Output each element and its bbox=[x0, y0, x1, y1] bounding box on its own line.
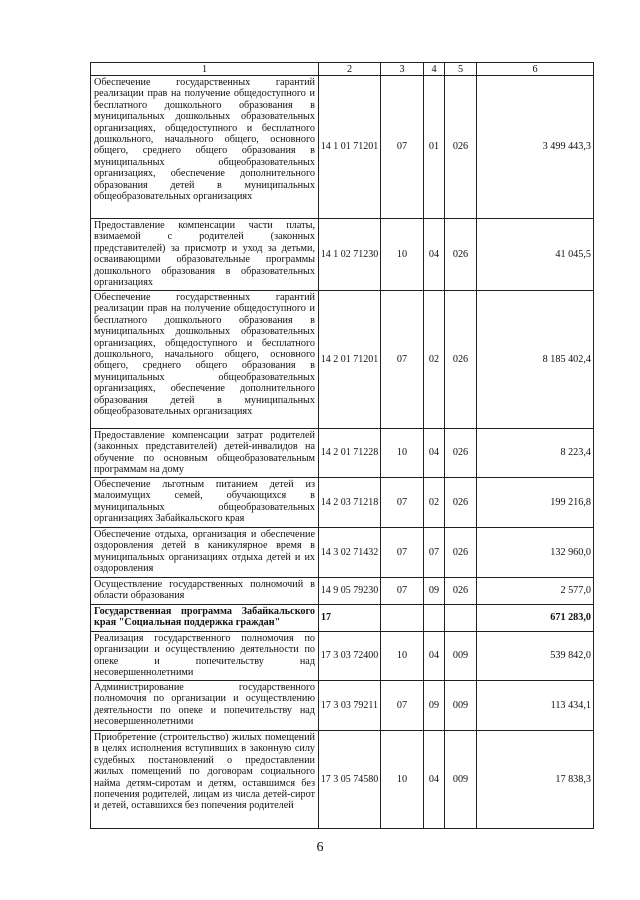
row-amount: 199 216,8 bbox=[477, 478, 594, 528]
row-amount: 8 223,4 bbox=[477, 429, 594, 478]
row-col3 bbox=[381, 605, 424, 632]
table-row bbox=[91, 76, 594, 219]
row-col5: 026 bbox=[445, 76, 477, 219]
row-col4: 04 bbox=[424, 731, 445, 829]
row-col3: 07 bbox=[381, 478, 424, 528]
row-name: Обеспечение государственных гарантий реализации прав на получение общедоступного и бесплатного дошкольного образования в муниципальных дошкольных образовательных организациях, общедоступного и бесплатного дошкольного, начального общего, основного общего, среднего общего образования в муниципальных общеобразовательных организациях, обеспечение дополнительного образования детей в муниципальных общеобразовательных организациях bbox=[91, 76, 319, 219]
row-name: Обеспечение государственных гарантий реализации прав на получение общедоступного и бесплатного дошкольного образования в муниципальных дошкольных образовательных организациях, общедоступного и бесплатного дошкольного, начального общего, основного общего, среднего общего образования в муниципальных общеобразовательных организациях, обеспечение дополнительного образования детей в муниципальных общеобразовательных организациях bbox=[91, 291, 319, 429]
row-amount: 113 434,1 bbox=[477, 681, 594, 731]
row-col5: 009 bbox=[445, 681, 477, 731]
row-col5: 026 bbox=[445, 291, 477, 429]
row-col5: 026 bbox=[445, 578, 477, 605]
table-row bbox=[91, 632, 594, 681]
row-col4: 04 bbox=[424, 219, 445, 291]
row-name: Предоставление компенсации затрат родителей (законных представителей) детей-инвалидов на обучение по основным общеобразовательным программам на дому bbox=[91, 429, 319, 478]
row-code: 14 1 02 71230 bbox=[319, 219, 381, 291]
table-row bbox=[91, 731, 594, 829]
table-row bbox=[91, 578, 594, 605]
row-col4: 07 bbox=[424, 528, 445, 578]
row-code: 14 2 03 71218 bbox=[319, 478, 381, 528]
table-row-program-total bbox=[91, 605, 594, 632]
row-col3: 07 bbox=[381, 291, 424, 429]
row-amount: 132 960,0 bbox=[477, 528, 594, 578]
row-col4: 02 bbox=[424, 478, 445, 528]
row-col5: 026 bbox=[445, 478, 477, 528]
table-row bbox=[91, 291, 594, 429]
row-code: 17 3 03 72400 bbox=[319, 632, 381, 681]
row-col5 bbox=[445, 605, 477, 632]
row-col4 bbox=[424, 605, 445, 632]
budget-table bbox=[90, 62, 594, 829]
row-amount: 8 185 402,4 bbox=[477, 291, 594, 429]
row-col4: 01 bbox=[424, 76, 445, 219]
header-col-2: 2 bbox=[319, 63, 381, 76]
header-col-1: 1 bbox=[91, 63, 319, 76]
row-code: 17 3 03 79211 bbox=[319, 681, 381, 731]
row-name: Осуществление государственных полномочий в области образования bbox=[91, 578, 319, 605]
row-col3: 10 bbox=[381, 429, 424, 478]
row-col5: 026 bbox=[445, 429, 477, 478]
page-number: 6 bbox=[316, 840, 324, 855]
row-col4: 09 bbox=[424, 681, 445, 731]
row-name: Обеспечение отдыха, организация и обеспечение оздоровления детей в каникулярное время в муниципальных организациях отдыха детей и их оздоровления bbox=[91, 528, 319, 578]
row-amount: 3 499 443,3 bbox=[477, 76, 594, 219]
row-name: Обеспечение льготным питанием детей из малоимущих семей, обучающихся в муниципальных общеобразовательных организациях Забайкальского края bbox=[91, 478, 319, 528]
program-code: 17 bbox=[319, 605, 381, 632]
table-row bbox=[91, 219, 594, 291]
row-col3: 10 bbox=[381, 219, 424, 291]
program-amount: 671 283,0 bbox=[477, 605, 594, 632]
row-col3: 10 bbox=[381, 731, 424, 829]
row-name: Предоставление компенсации части платы, взимаемой с родителей (законных представителей) за присмотр и уход за детьми, осваивающими образовательные программы дошкольного образования в образовательных организациях bbox=[91, 219, 319, 291]
row-col5: 026 bbox=[445, 528, 477, 578]
table-row bbox=[91, 478, 594, 528]
row-col3: 07 bbox=[381, 681, 424, 731]
row-col4: 04 bbox=[424, 632, 445, 681]
header-col-4: 4 bbox=[424, 63, 445, 76]
row-col5: 009 bbox=[445, 731, 477, 829]
row-amount: 539 842,0 bbox=[477, 632, 594, 681]
row-col3: 07 bbox=[381, 578, 424, 605]
row-col3: 07 bbox=[381, 528, 424, 578]
row-code: 14 3 02 71432 bbox=[319, 528, 381, 578]
table-row bbox=[91, 528, 594, 578]
table-row bbox=[91, 429, 594, 478]
row-col3: 10 bbox=[381, 632, 424, 681]
row-code: 14 2 01 71201 bbox=[319, 291, 381, 429]
program-name: Государственная программа Забайкальского края "Социальная поддержка граждан" bbox=[91, 605, 319, 632]
row-name: Администрирование государственного полномочия по организации и осуществлению деятельности по опеке и попечительству над несовершеннолетними bbox=[91, 681, 319, 731]
table-header-row bbox=[91, 63, 594, 76]
row-col4: 04 bbox=[424, 429, 445, 478]
header-col-3: 3 bbox=[381, 63, 424, 76]
row-name: Приобретение (строительство) жилых помещений в целях исполнения вступивших в законную силу судебных постановлений о предоставлении жилых помещений по договорам социального найма детям-сиротам и детям, оставшимся без попечения родителей, лицам из числа детей-сирот и детей, оставшихся без попечения родителей bbox=[91, 731, 319, 829]
row-amount: 41 045,5 bbox=[477, 219, 594, 291]
row-col5: 026 bbox=[445, 219, 477, 291]
row-code: 14 2 01 71228 bbox=[319, 429, 381, 478]
row-col4: 09 bbox=[424, 578, 445, 605]
row-code: 14 9 05 79230 bbox=[319, 578, 381, 605]
table-row bbox=[91, 681, 594, 731]
row-col4: 02 bbox=[424, 291, 445, 429]
header-col-6: 6 bbox=[477, 63, 594, 76]
row-name: Реализация государственного полномочия по организации и осуществлению деятельности по опеке и попечительству над несовершеннолетними bbox=[91, 632, 319, 681]
row-amount: 2 577,0 bbox=[477, 578, 594, 605]
row-code: 17 3 05 74580 bbox=[319, 731, 381, 829]
row-amount: 17 838,3 bbox=[477, 731, 594, 829]
row-code: 14 1 01 71201 bbox=[319, 76, 381, 219]
row-col5: 009 bbox=[445, 632, 477, 681]
header-col-5: 5 bbox=[445, 63, 477, 76]
row-col3: 07 bbox=[381, 76, 424, 219]
